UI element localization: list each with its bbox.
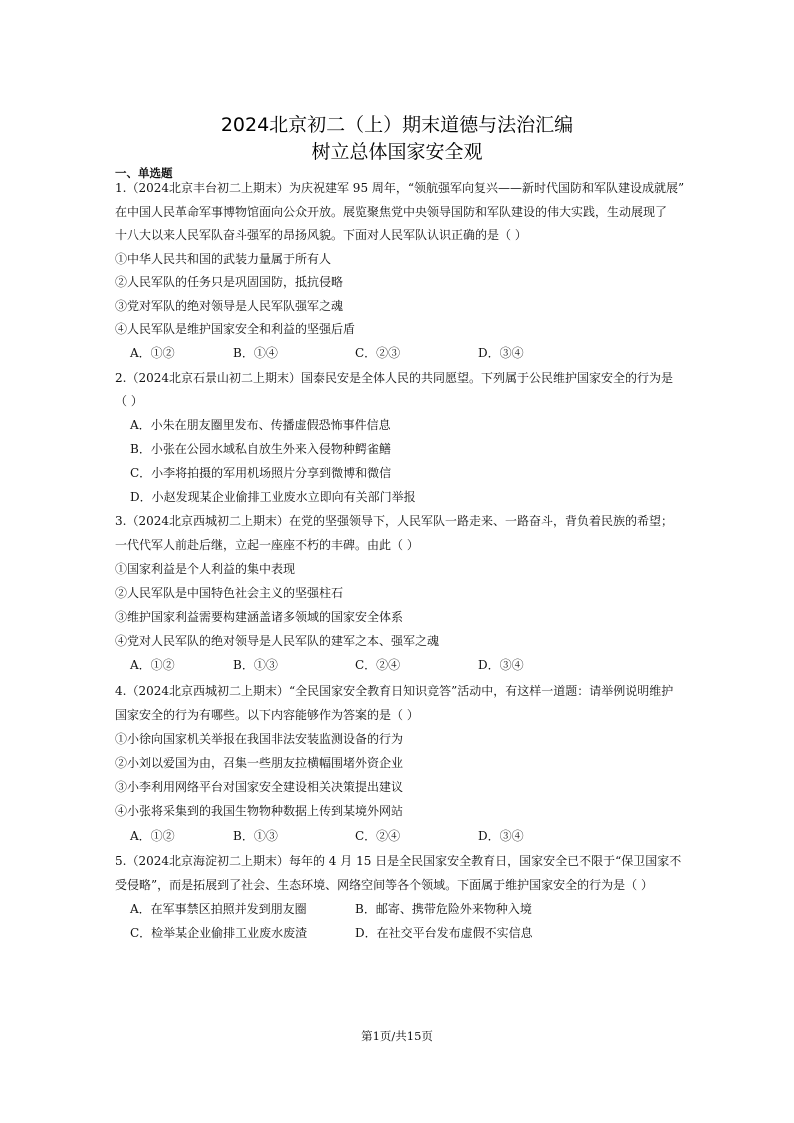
option-d: D．③④: [478, 346, 524, 360]
statement: ②人民军队是中国特色社会主义的坚强柱石: [115, 586, 344, 600]
option-a: A．①②: [130, 658, 175, 672]
option-c: C．检举某企业偷排工业废水废渣: [130, 926, 308, 940]
section-heading: 一、单选题: [115, 166, 173, 180]
option-b: B．①③: [233, 829, 278, 843]
question-text: 国家安全的行为有哪些。以下内容能够作为答案的是（ ）: [115, 708, 419, 722]
question-text: 3.（2024北京西城初二上期末）在党的坚强领导下，人民军队一路走来、一路奋斗，背负着民族的希望；: [115, 514, 673, 528]
statement: ③党对军队的绝对领导是人民军队强军之魂: [115, 299, 344, 313]
option-a: A．小朱在朋友圈里发布、传播虚假恐怖事件信息: [130, 418, 391, 432]
option-d: D．在社交平台发布虚假不实信息: [355, 926, 533, 940]
question-text: 2.（2024北京石景山初二上期末）国泰民安是全体人民的共同愿望。下列属于公民维护国家安全的行为是: [115, 371, 673, 385]
page-title: 2024北京初二（上）期末道德与法治汇编: [220, 114, 574, 136]
option-b: B．邮寄、携带危险外来物种入境: [355, 902, 532, 916]
option-d: D．小赵发现某企业偷排工业废水立即向有关部门举报: [130, 490, 416, 504]
statement: ①小徐向国家机关举报在我国非法安装监测设备的行为: [115, 732, 404, 746]
statement: ②人民军队的任务只是巩固国防，抵抗侵略: [115, 275, 344, 289]
option-a: A．①②: [130, 829, 175, 843]
option-a: A．①②: [130, 346, 175, 360]
option-c: C．小李将拍摄的军用机场照片分享到微博和微信: [130, 466, 392, 480]
statement: ④小张将采集到的我国生物物种数据上传到某境外网站: [115, 804, 404, 818]
question-text: 4.（2024北京西城初二上期末）“全民国家安全教育日知识竞答”活动中，有这样一道题：请举例说明维护: [115, 684, 674, 698]
statement: ①国家利益是个人利益的集中表现: [115, 562, 296, 576]
option-b: B．①④: [233, 346, 278, 360]
question-text: （ ）: [115, 394, 143, 408]
option-c: C．②④: [355, 658, 401, 672]
statement: ①中华人民共和国的武装力量属于所有人: [115, 252, 332, 266]
statement: ④党对人民军队的绝对领导是人民军队的建军之本、强军之魂: [115, 634, 440, 648]
page-subtitle: 树立总体国家安全观: [311, 141, 483, 163]
option-d: D．③④: [478, 829, 524, 843]
option-d: D．③④: [478, 658, 524, 672]
question-text: 在中国人民革命军事博物馆面向公众开放。展览聚焦党中央领导国防和军队建设的伟大实践，生动展现了: [115, 205, 668, 219]
statement: ②小刘以爱国为由，召集一些朋友拉横幅围堵外资企业: [115, 756, 404, 770]
question-text: 1.（2024北京丰台初二上期末）为庆祝建军 95 周年，“领航强军向复兴——新时代国防和军队建设成就展”: [115, 181, 685, 195]
question-text: 一代代军人前赴后继，立起一座座不朽的丰碑。由此（ ）: [115, 538, 419, 552]
question-text: 受侵略”，而是拓展到了社会、生态环境、网络空间等各个领域。下面属于维护国家安全的行为是（ ）: [115, 878, 653, 892]
option-a: A．在军事禁区拍照并发到朋友圈: [130, 902, 307, 916]
option-b: B．①③: [233, 658, 278, 672]
statement: ④人民军队是维护国家安全和利益的坚强后盾: [115, 322, 356, 336]
option-c: C．②④: [355, 829, 401, 843]
question-text: 5.（2024北京海淀初二上期末）每年的 4 月 15 日是全民国家安全教育日，国家安全已不限于“保卫国家不: [115, 854, 682, 868]
option-c: C．②③: [355, 346, 401, 360]
statement: ③小李利用网络平台对国家安全建设相关决策提出建议: [115, 780, 404, 794]
option-b: B．小张在公园水域私自放生外来入侵物种鳄雀鳝: [130, 442, 391, 456]
question-text: 十八大以来人民军队奋斗强军的昂扬风貌。下面对人民军队认识正确的是（ ）: [115, 228, 527, 242]
page-number: 第1页/共15页: [361, 1029, 433, 1043]
statement: ③维护国家利益需要构建涵盖诸多领域的国家安全体系: [115, 610, 404, 624]
